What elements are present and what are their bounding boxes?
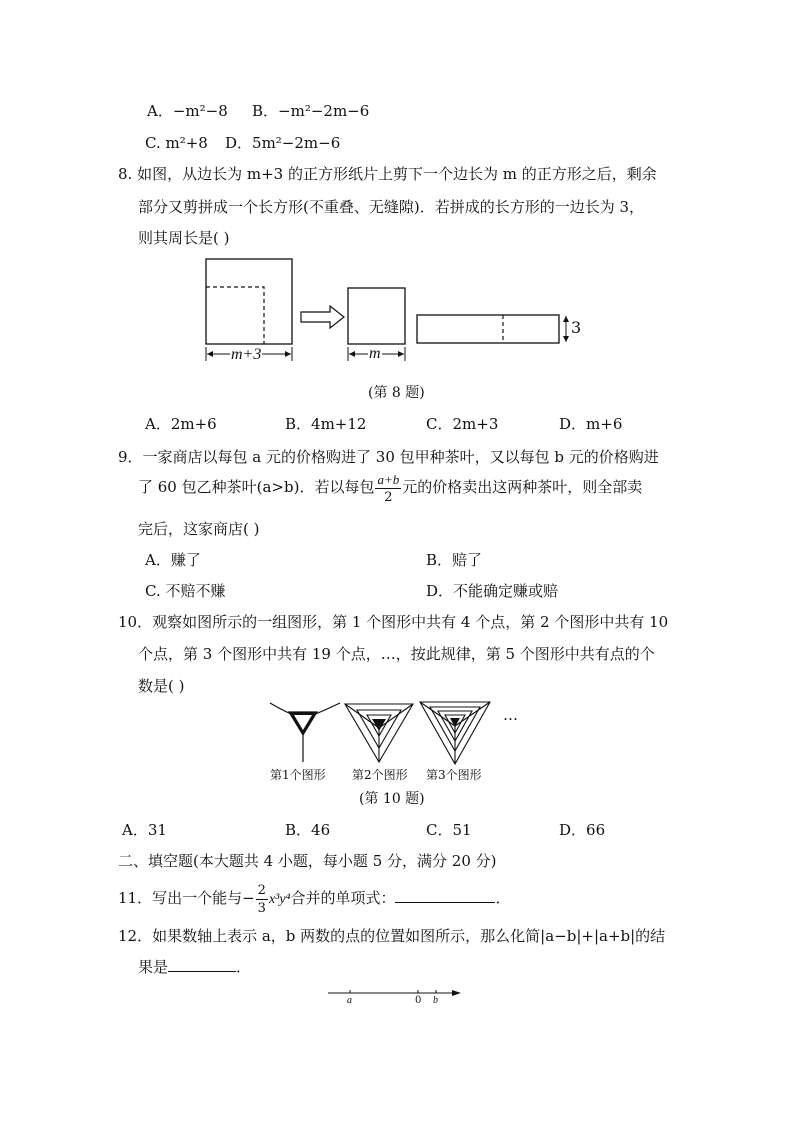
q8-label-3: 3 xyxy=(571,318,582,337)
q10-option-b: B．46 xyxy=(285,821,331,839)
q8-option-a: A．2m+6 xyxy=(145,415,217,433)
q12-axis-arrow-icon xyxy=(452,990,461,996)
q10-option-d: D．66 xyxy=(559,821,606,839)
q7-option-c: C. m²+8 xyxy=(145,134,208,152)
q9-option-b: B．赔了 xyxy=(426,551,483,569)
q12-line2-pre: 果是 xyxy=(138,958,169,976)
q8-text-line3: 则其周长是( ) xyxy=(138,229,230,247)
q8-option-b: B．4m+12 xyxy=(285,415,367,433)
q10-fig1-label: 第1个图形 xyxy=(270,768,326,782)
q12-label-0: 0 xyxy=(415,995,422,1006)
q10-text-line1: 10．观察如图所示的一组图形，第 1 个图形中共有 4 个点，第 2 个图形中共有 10 xyxy=(118,613,669,631)
q7-option-a: A．−m²−8 xyxy=(147,102,228,120)
q8-text-line1: 8. 如图，从边长为 m+3 的正方形纸片上剪下一个边长为 m 的正方形之后，剩余 xyxy=(118,165,657,183)
q10-caption: (第 10 题) xyxy=(359,791,425,807)
q12-text-line1: 12．如果数轴上表示 a，b 两数的点的位置如图所示，那么化简|a−b|+|a+b|的结 xyxy=(118,927,666,945)
q8-caption: (第 8 题) xyxy=(368,385,425,401)
q10-option-c: C．51 xyxy=(426,821,472,839)
q10-option-a: A．31 xyxy=(122,821,167,839)
q9-frac-den: 2 xyxy=(384,489,393,505)
q8-label-m: m xyxy=(369,345,381,362)
section-heading-fill-blank: 二、填空题(本大题共 4 小题，每小题 5 分，满分 20 分) xyxy=(118,852,497,870)
q9-option-a: A．赚了 xyxy=(145,551,201,569)
q11-frac-den: 3 xyxy=(257,900,266,916)
q11-monomial: x³y⁴ xyxy=(268,892,291,907)
q11-end: ． xyxy=(495,889,511,907)
q12-label-a: a xyxy=(347,995,352,1006)
q9-line2-post: 元的价格卖出这两种茶叶，则全部卖 xyxy=(402,478,643,496)
q9-text-line3: 完后，这家商店( ) xyxy=(138,520,260,538)
q10-text-line3: 数是( ) xyxy=(138,677,185,695)
q11-pre: 11．写出一个能与− xyxy=(118,889,255,907)
q10-ellipsis: … xyxy=(503,706,518,724)
q7-option-b: B．−m²−2m−6 xyxy=(252,102,370,120)
q10-fig2-label: 第2个图形 xyxy=(352,768,408,782)
q9-text-line1: 9．一家商店以每包 a 元的价格购进了 30 包甲种茶叶，又以每包 b 元的价格购进 xyxy=(118,448,659,466)
q7-option-d: D．5m²−2m−6 xyxy=(225,134,341,152)
q12-line2-end: ． xyxy=(236,958,252,976)
q9-option-c: C. 不赔不赚 xyxy=(145,582,226,600)
q8-option-c: C．2m+3 xyxy=(426,415,499,433)
q10-text-line2: 个点，第 3 个图形中共有 19 个点，…，按此规律，第 5 个图形中共有点的个 xyxy=(138,645,655,663)
q9-option-d: D．不能确定赚或赔 xyxy=(426,582,559,600)
q9-line2-pre: 了 60 包乙种茶叶(a>b)．若以每包 xyxy=(138,478,375,496)
q9-frac-num: a+b xyxy=(377,471,400,487)
q8-label-m-plus-3: m+3 xyxy=(231,346,262,363)
q11-post: 合并的单项式： xyxy=(290,889,396,907)
q8-option-d: D．m+6 xyxy=(559,415,623,433)
q11-frac-num: 2 xyxy=(257,882,266,898)
q12-label-b: b xyxy=(433,995,438,1006)
q8-text-line2: 部分又剪拼成一个长方形(不重叠、无缝隙)．若拼成的长方形的一边长为 3， xyxy=(138,198,645,216)
q10-fig3-label: 第3个图形 xyxy=(426,768,482,782)
